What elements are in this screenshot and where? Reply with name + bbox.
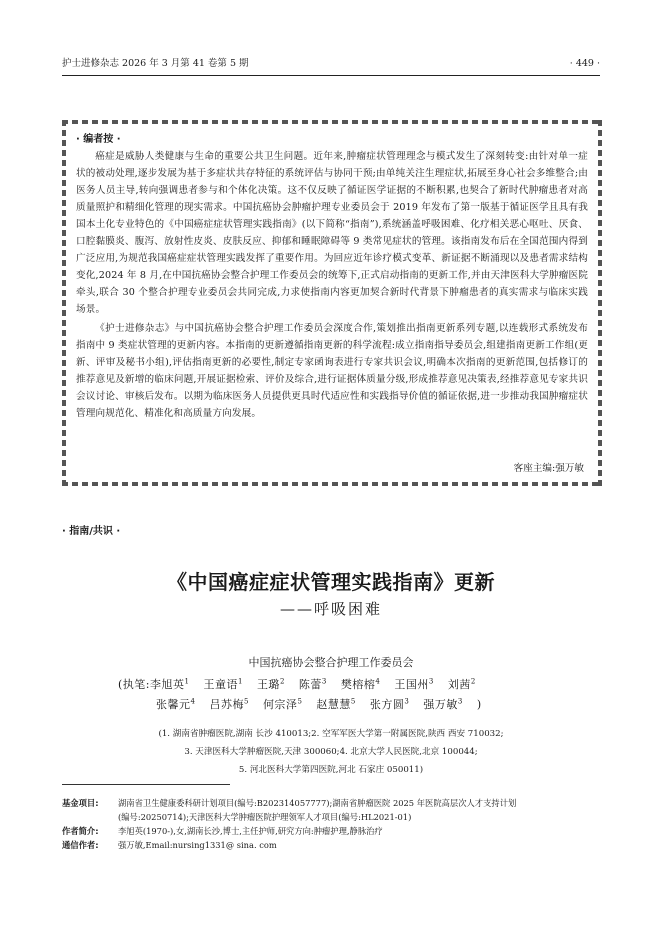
funding-note (62, 796, 602, 810)
author-bio-note (62, 824, 602, 838)
funding-text: 湖南省卫生健康委科研计划项目(编号:B202314057777);湖南省肿瘤医院 2025 年医院高层次人才支持计划 (118, 798, 517, 808)
page-number: · 449 · (569, 58, 600, 69)
editor-note-box (62, 120, 602, 486)
editor-note-paragraph: 癌症是威胁人类健康与生命的重要公共卫生问题。近年来,肿瘤症状管理理念与模式发生了深刻转变:由针对单一症状的被动处理,逐步发展为基于多症状共存特征的系统评估与协同干预;由单纯关注生理症状,拓展至身心社会多维整合;由医务人员主导,转向强调患者参与和个体化决策。这不仅反映了循证医学证据的不断积累,也契合了新时代肿瘤患者对高质量照护和精细化管理的现实需求。中国抗癌协会肿瘤护理专业委员会于 2019 年发布了第一版基于循证医学且具有我国本土化专业特色的《中国癌症症状管理实践指南》(以下简称“指南”),系统涵盖呼吸困难、化疗相关恶心呕吐、厌食、口腔黏膜炎、腹泻、放射性皮炎、皮肤反应、抑郁和睡眠障碍等 9 类常见症状的管理。该指南发布后在全国范围内得到广泛应用,为规范我国癌症症状管理实践发挥了重要作用。为回应近年诊疗模式变革、新证据不断涌现以及患者需求结构变化,2024 年 8 月,在中国抗癌协会整合护理工作委员会的统筹下,正式启动指南的更新工作,并由天津医科大学肿瘤医院牵头,联合 30 个整合护理专业委员会共同完成,力求使指南内容更加契合新时代背景下肿瘤患者的真实需求与临床实践场景。 (76, 151, 588, 315)
author-name: 刘茜$^2$ (447, 677, 476, 691)
author-name: 强万敏$^3$ (423, 697, 463, 711)
affiliation-marker: 1 (184, 677, 190, 686)
author-name: 王璐$^2$ (256, 677, 285, 691)
authors-line (118, 676, 562, 692)
affiliation-line: (1. 湖南省肿瘤医院,湖南 长沙 410013;2. 空军军医大学第一附属医院,陕西 西安 710032; (158, 729, 504, 739)
affiliation-line: 3. 天津医科大学肿瘤医院,天津 300060;4. 北京大学人民医院,北京 100044; (184, 747, 478, 757)
author-name: 张馨元$^4$ (156, 697, 196, 711)
affiliation-marker: 5 (350, 697, 356, 706)
author-bio-text: 李旭英(1970-),女,湖南长沙,博士,主任护师,研究方向:肿瘤护理,静脉治疗 (118, 826, 383, 836)
affiliation-marker: 5 (297, 697, 303, 706)
author-name: 陈蕾$^3$ (298, 677, 327, 691)
affiliation-line: 5. 河北医科大学第四医院,河北 石家庄 050011) (238, 765, 424, 775)
affiliation-marker: 3 (457, 697, 463, 706)
affiliation-marker: 2 (279, 677, 285, 686)
editor-note-paragraph: 《护士进修杂志》与中国抗癌协会整合护理工作委员会深度合作,策划推出指南更新系列专题,以连载形式系统发布指南中 9 类症状管理的更新内容。本指南的更新遵循指南更新的科学流程:成立指南指导委员会,组建指南更新工作组(更新、评审及秘书小组),评估指南更新的必要性,制定专家函询表进行专家共识会议,明确本次指南的更新范围,包括修订的推荐意见及新增的临床问题,开展证据检索、评价及综合,进行证据体质量分级,形成推荐意见决策表,经推荐意见专家共识会议讨论、审核后发布。以期为临床医务人员提供更具时代适应性和实践指导价值的循证依据,进一步推动我国肿瘤症状管理向规范化、精准化和高质量方向发展。 (76, 323, 588, 419)
corresponding-label: 通信作者: (62, 840, 99, 850)
article-title: 《中国癌症症状管理实践指南》更新 (167, 570, 495, 594)
footnotes (62, 796, 602, 852)
author-committee: 中国抗癌协会整合护理工作委员会 (248, 656, 414, 669)
affiliation-marker: 2 (470, 677, 476, 686)
funding-label: 基金项目: (62, 798, 99, 808)
affiliation-marker: 5 (243, 697, 249, 706)
affiliation-marker: 3 (428, 677, 434, 686)
corresponding-author-note (62, 838, 602, 852)
funding-text-continued: (编号:20250714);天津医科大学肿瘤医院护理领军人才项目(编号:HL2021-01) (118, 812, 412, 822)
author-name: 吕苏梅$^5$ (209, 697, 249, 711)
author-name: 王国州$^3$ (394, 677, 434, 691)
affiliation-marker: 3 (404, 697, 410, 706)
author-name: 赵慧慧$^5$ (316, 697, 356, 711)
author-name: 樊榕榕$^4$ (340, 677, 381, 691)
affiliation-marker: 4 (190, 697, 196, 706)
footnote-rule (62, 784, 230, 785)
running-header (62, 56, 600, 72)
editor-note-heading: · 编者按 · (76, 134, 121, 145)
corresponding-text: 强万敏,Email:nursing1331@ sina. com (118, 840, 277, 850)
journal-issue: 护士进修杂志 2026 年 3 月第 41 卷第 5 期 (62, 58, 249, 69)
article-subtitle: ——呼吸困难 (279, 600, 382, 618)
author-name: ) (476, 698, 482, 711)
author-name: 王童语$^1$ (203, 677, 243, 691)
author-bio-label: 作者简介: (62, 826, 99, 836)
header-rule (62, 75, 600, 76)
author-name: 何宗泽$^5$ (262, 697, 303, 711)
authors-line (156, 696, 562, 712)
affiliation-marker: 4 (375, 677, 381, 686)
guest-editor-signature: 客座主编:强万敏 (513, 463, 584, 474)
affiliation-marker: 3 (321, 677, 327, 686)
author-name: 张方圆$^3$ (369, 697, 410, 711)
affiliation-marker: 1 (237, 677, 243, 686)
author-name: (执笔:李旭英$^1$ (118, 677, 190, 691)
section-label: · 指南/共识 · (62, 526, 121, 537)
